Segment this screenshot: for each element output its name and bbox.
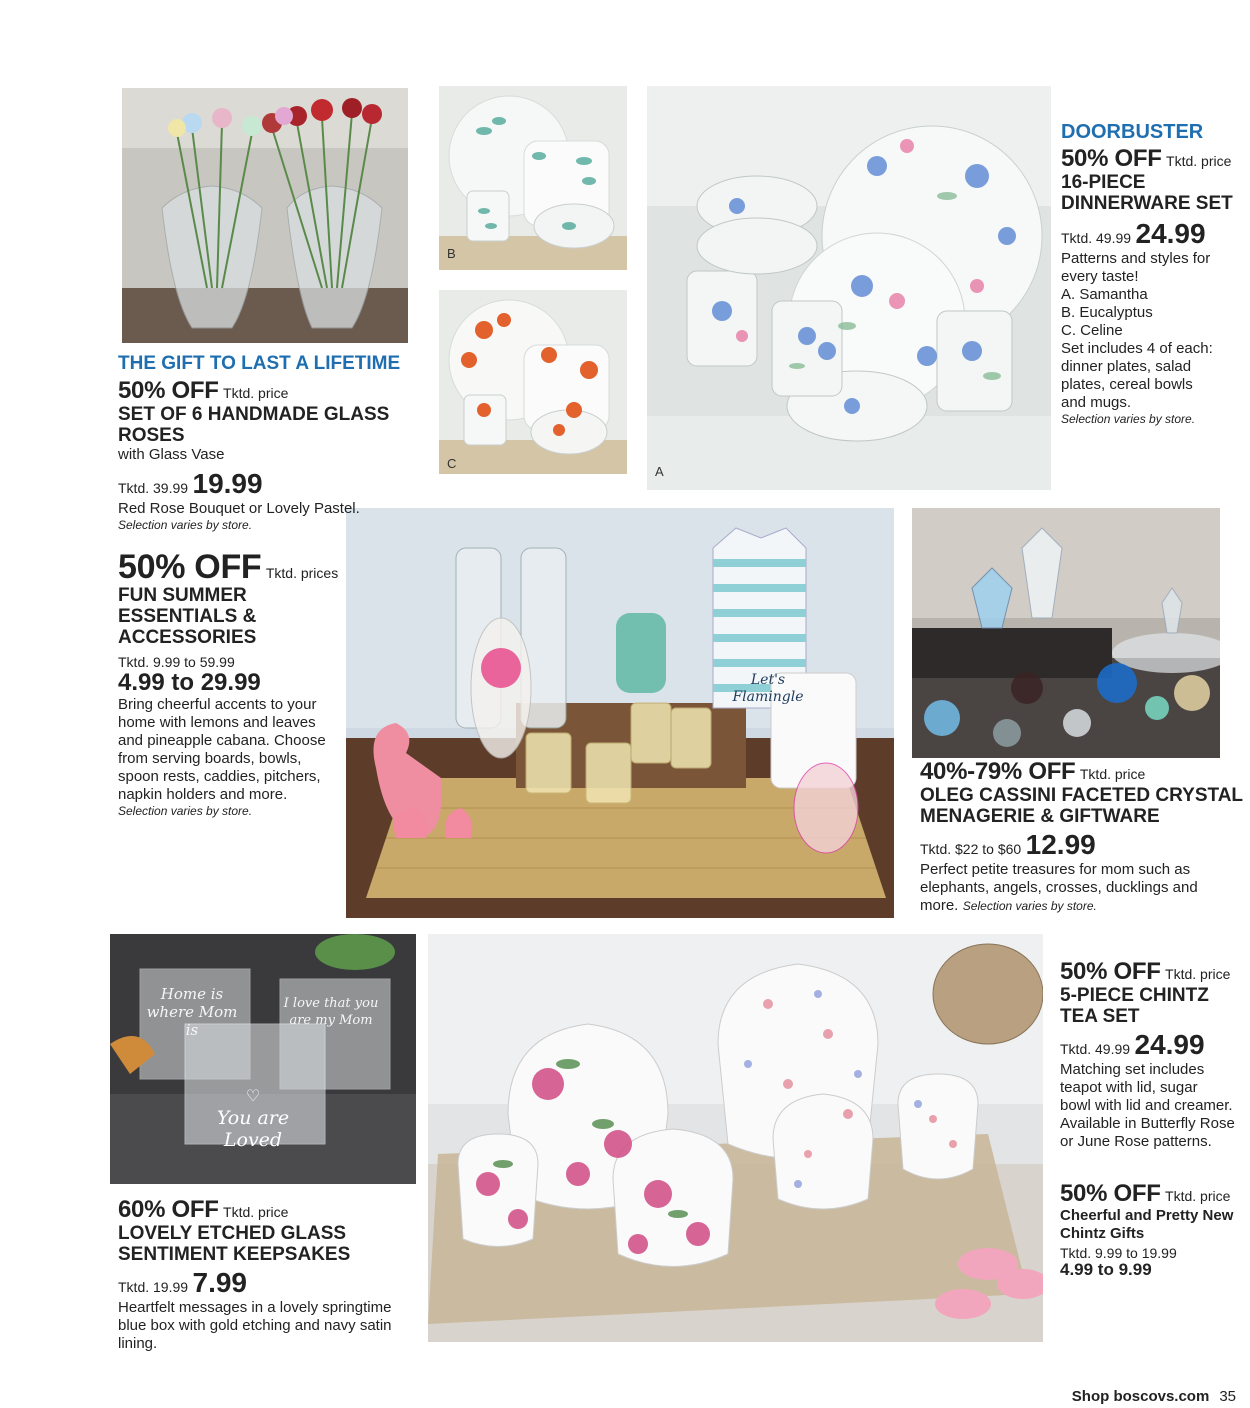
page-footer xyxy=(1072,1388,1236,1405)
crystal-desc-2: elephants, angels, crosses, ducklings and xyxy=(920,879,1198,896)
roses-subtitle: with Glass Vase xyxy=(118,446,225,463)
roses-title: SET OF 6 HANDMADE GLASS ROSES xyxy=(118,404,390,446)
dinnerware-note: Selection varies by store. xyxy=(1061,412,1196,426)
tea-ticket-label: Tktd. price xyxy=(1165,966,1231,982)
tea-desc-2: teapot with lid, sugar xyxy=(1060,1079,1198,1096)
flamingo-board-text: Let's Flamingle xyxy=(732,672,804,705)
crystal-sale-price: 12.99 xyxy=(1025,829,1096,860)
keepsake-desc-3: lining. xyxy=(118,1335,158,1352)
crystal-title-1: OLEG CASSINI FACETED CRYSTAL xyxy=(920,785,1244,806)
dinnerware-ticket-price: Tktd. 49.99 xyxy=(1061,230,1132,246)
dinnerware-includes-3: plates, cereal bowls xyxy=(1061,376,1193,393)
roses-note: Selection varies by store. xyxy=(118,518,253,532)
roses-ticket-label: Tktd. price xyxy=(223,385,289,401)
tea-set-offer xyxy=(1060,958,1246,1151)
dinnerware-discount: 50% OFF xyxy=(1061,145,1162,172)
chintz-title-1: Cheerful and Pretty New xyxy=(1060,1207,1234,1224)
roses-kicker: THE GIFT TO LAST A LIFETIME xyxy=(118,353,401,374)
chintz-discount: 50% OFF xyxy=(1060,1180,1161,1207)
dinnerware-includes-1: Set includes 4 of each: xyxy=(1061,340,1213,357)
crystal-discount: 40%-79% OFF xyxy=(920,758,1076,785)
dinnerware-desc-2: every taste! xyxy=(1061,268,1139,285)
tea-ticket-price: Tktd. 49.99 xyxy=(1060,1041,1131,1057)
keepsake-etching-1: Home is where Mom is xyxy=(146,985,238,1039)
keepsake-desc-2: blue box with gold etching and navy satin xyxy=(118,1317,392,1334)
tea-desc-4: Available in Butterfly Rose xyxy=(1060,1115,1235,1132)
dinnerware-option-a: A. Samantha xyxy=(1061,286,1148,303)
summer-discount: 50% OFF xyxy=(118,548,262,586)
photo-tag-c: C xyxy=(447,456,457,471)
summer-note: Selection varies by store. xyxy=(118,804,253,818)
dinnerware-desc-1: Patterns and styles for xyxy=(1061,250,1211,267)
keepsake-etching-3: ♡ You are Loved xyxy=(190,1085,316,1151)
crystal-note: Selection varies by store. xyxy=(962,899,1097,913)
tea-discount: 50% OFF xyxy=(1060,958,1161,985)
site-link[interactable]: Shop boscovs.com xyxy=(1071,1388,1210,1405)
keepsake-sale-price: 7.99 xyxy=(192,1267,247,1298)
roses-ticket-price: Tktd. 39.99 xyxy=(118,480,189,496)
dinnerware-eucalyptus-photo xyxy=(439,86,627,270)
summer-desc-3: and pineapple cabana. Choose xyxy=(118,732,326,749)
chintz-ticket-price: Tktd. 9.99 to 19.99 xyxy=(1060,1245,1177,1261)
summer-desc-2: home with lemons and leaves xyxy=(118,714,316,731)
summer-ticket-price: Tktd. 9.99 to 59.99 xyxy=(118,654,235,670)
photo-tag-a: A xyxy=(655,464,664,479)
tea-sale-price: 24.99 xyxy=(1134,1029,1205,1060)
chintz-title-2: Chintz Gifts xyxy=(1060,1225,1145,1242)
heart-icon: ♡ xyxy=(245,1086,261,1105)
glass-roses-offer xyxy=(118,353,418,533)
page-number: 35 xyxy=(1219,1388,1236,1405)
crystal-desc-3: more. xyxy=(920,897,959,914)
chintz-gifts-offer xyxy=(1060,1180,1246,1279)
dinnerware-offer xyxy=(1061,121,1246,427)
summer-title-3: ACCESSORIES xyxy=(118,627,257,648)
dinnerware-celine-photo xyxy=(439,290,627,474)
keepsake-ticket-label: Tktd. price xyxy=(223,1204,289,1220)
dinnerware-kicker: DOORBUSTER xyxy=(1061,121,1204,143)
dinnerware-samantha-photo xyxy=(647,86,1051,490)
tea-desc-3: bowl with lid and creamer. xyxy=(1060,1097,1233,1114)
dinnerware-option-b: B. Eucalyptus xyxy=(1061,304,1153,321)
crystal-title-2: MENAGERIE & GIFTWARE xyxy=(920,806,1160,827)
crystal-menagerie-offer xyxy=(920,758,1245,915)
dinnerware-option-c: C. Celine xyxy=(1061,322,1123,339)
summer-sale-price: 4.99 to 29.99 xyxy=(118,669,261,696)
crystal-desc-1: Perfect petite treasures for mom such as xyxy=(920,861,1191,878)
dinnerware-title-1: 16-PIECE xyxy=(1061,172,1146,193)
summer-title-1: FUN SUMMER xyxy=(118,585,247,606)
keepsake-offer xyxy=(118,1196,423,1353)
glass-roses-photo xyxy=(122,88,408,343)
dinnerware-title-2: DINNERWARE SET xyxy=(1061,193,1233,214)
summer-desc-4: from serving boards, bowls, xyxy=(118,750,302,767)
crystal-menagerie-photo xyxy=(912,508,1220,758)
tea-desc-1: Matching set includes xyxy=(1060,1061,1205,1078)
chintz-tea-set-photo xyxy=(428,934,1043,1342)
chintz-sale-price: 4.99 to 9.99 xyxy=(1060,1260,1152,1279)
keepsake-desc-1: Heartfelt messages in a lovely springtime xyxy=(118,1299,392,1316)
roses-description: Red Rose Bouquet or Lovely Pastel. xyxy=(118,500,360,517)
keepsake-title-1: LOVELY ETCHED GLASS xyxy=(118,1223,347,1244)
keepsake-title-2: SENTIMENT KEEPSAKES xyxy=(118,1244,351,1265)
roses-discount: 50% OFF xyxy=(118,377,219,404)
summer-desc-1: Bring cheerful accents to your xyxy=(118,696,317,713)
summer-title-2: ESSENTIALS & xyxy=(118,606,257,627)
tea-desc-5: or June Rose patterns. xyxy=(1060,1133,1212,1150)
keepsake-ticket-price: Tktd. 19.99 xyxy=(118,1279,189,1295)
crystal-ticket-price: Tktd. $22 to $60 xyxy=(920,841,1022,857)
chintz-ticket-label: Tktd. price xyxy=(1165,1188,1231,1204)
tea-title-1: 5-PIECE CHINTZ xyxy=(1060,985,1209,1006)
tea-title-2: TEA SET xyxy=(1060,1006,1140,1027)
summer-essentials-photo xyxy=(346,508,894,918)
roses-sale-price: 19.99 xyxy=(192,468,263,499)
dinnerware-sale-price: 24.99 xyxy=(1135,218,1206,249)
summer-desc-5: spoon rests, caddies, pitchers, xyxy=(118,768,321,785)
crystal-ticket-label: Tktd. price xyxy=(1079,766,1146,782)
dinnerware-includes-4: and mugs. xyxy=(1061,394,1132,411)
summer-desc-6: napkin holders and more. xyxy=(118,786,288,803)
dinnerware-includes-2: dinner plates, salad xyxy=(1061,358,1192,375)
dinnerware-ticket-label: Tktd. price xyxy=(1166,153,1232,169)
photo-tag-b: B xyxy=(447,246,456,261)
keepsake-discount: 60% OFF xyxy=(118,1196,219,1223)
summer-essentials-offer xyxy=(118,549,343,819)
summer-ticket-label: Tktd. prices xyxy=(265,565,339,581)
keepsake-etching-2: I love that you are my Mom xyxy=(283,996,379,1028)
